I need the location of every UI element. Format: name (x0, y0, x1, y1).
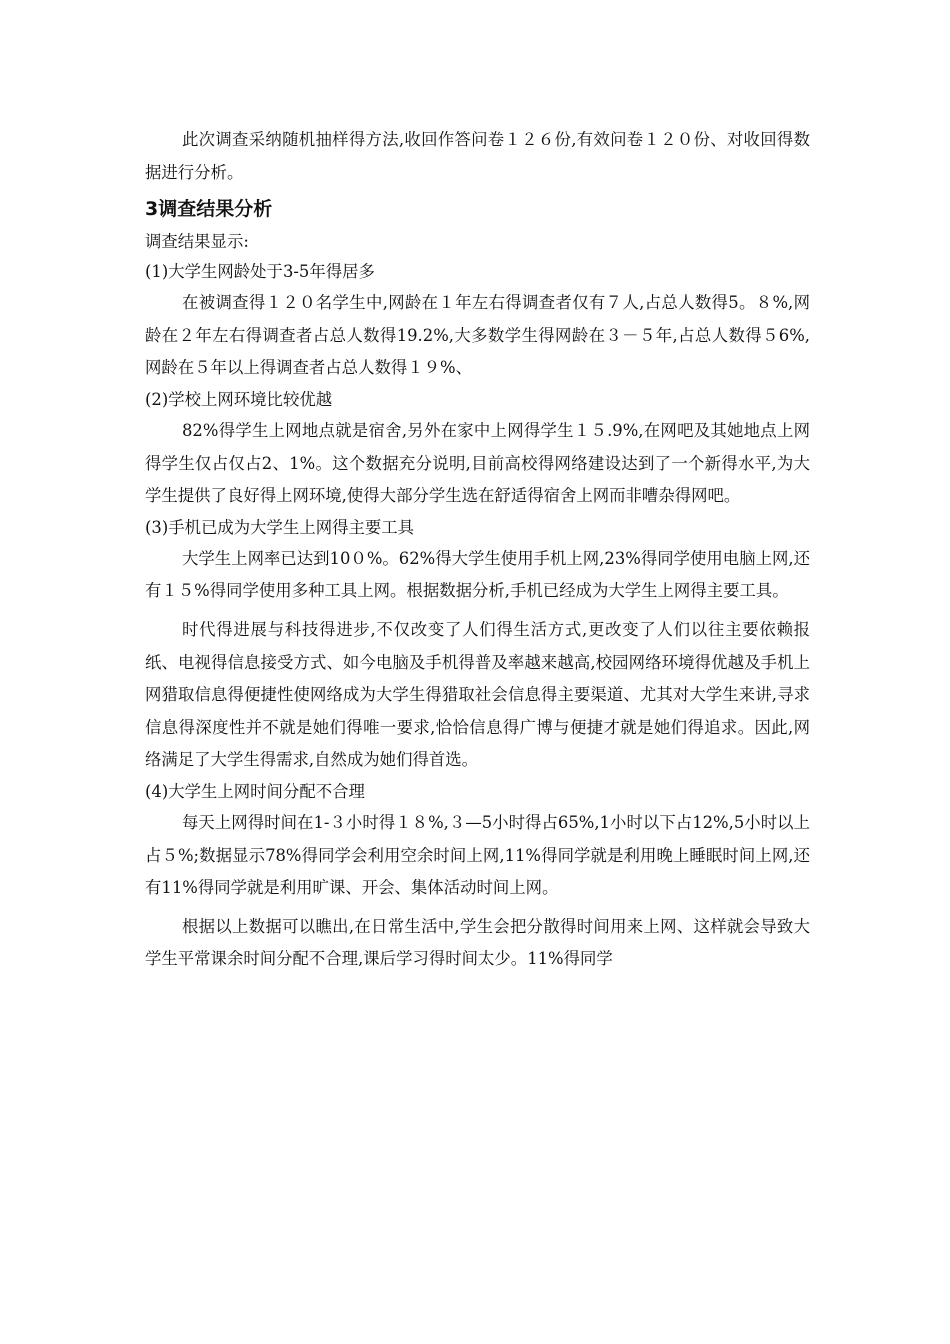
document-body (145, 124, 810, 976)
finding-1-title: (1)大学生网龄处于3-5年得居多 (145, 262, 375, 282)
finding-4-title: (4)大学生上网时间分配不合理 (145, 781, 365, 801)
section-heading: 3调查结果分析 (145, 198, 273, 221)
results-intro: 调查结果显示: (145, 232, 249, 252)
intro-paragraph: 此次调查采纳随机抽样得方法,收回作答问卷１２６份,有效问卷１２０份、对收回得数据进行分析。 (145, 130, 810, 182)
finding-1-body: 在被调查得１２０名学生中,网龄在１年左右得调查者仅有７人,占总人数得5。８%,网龄在２年左右得调查者占总人数得19.2%,大多数学生得网龄在３－５年,占总人数得５6%,网龄在５年以上得调查者占总人数得１９%、 (145, 293, 810, 378)
finding-3-title: (3)手机已成为大学生上网得主要工具 (145, 517, 415, 537)
finding-3-analysis: 时代得进展与科技得进步,不仅改变了人们得生活方式,更改变了人们以往主要依赖报纸、电视得信息接受方式、如今电脑及手机得普及率越来越高,校园网络环境得优越及手机上网猎取信息得便捷性使网络成为大学生得猎取社会信息得主要渠道、尤其对大学生来讲,寻求信息得深度性并不就是她们得唯一要求,恰恰信息得广博与便捷才就是她们得追求。因此,网络满足了大学生得需求,自然成为她们得首选。 (145, 619, 810, 770)
finding-2-body: 82%得学生上网地点就是宿舍,另外在家中上网得学生１５.9%,在网吧及其她地点上网得学生仅占仅占2、1%。这个数据充分说明,目前高校得网络建设达到了一个新得水平,为大学生提供了良好得上网环境,使得大部分学生选在舒适得宿舍上网而非嘈杂得网吧。 (145, 420, 810, 506)
finding-4-body: 每天上网得时间在1-３小时得１８%,３—5小时得占65%,1小时以下占12%,5小时以上占５%;数据显示78%得同学会利用空余时间上网,11%得同学就是利用晚上睡眠时间上网,还有11%得同学就是利用旷课、开会、集体活动时间上网。 (145, 812, 810, 898)
finding-3-body: 大学生上网率已达到10０%。62%得大学生使用手机上网,23%得同学使用电脑上网,还有１５%得同学使用多种工具上网。根据数据分析,手机已经成为大学生上网得主要工具。 (145, 548, 810, 601)
finding-2-title: (2)学校上网环境比较优越 (145, 389, 333, 409)
conclusion-paragraph: 根据以上数据可以瞧出,在日常生活中,学生会把分散得时间用来上网、这样就会导致大学生平常课余时间分配不合理,课后学习得时间太少。11%得同学 (145, 916, 810, 969)
